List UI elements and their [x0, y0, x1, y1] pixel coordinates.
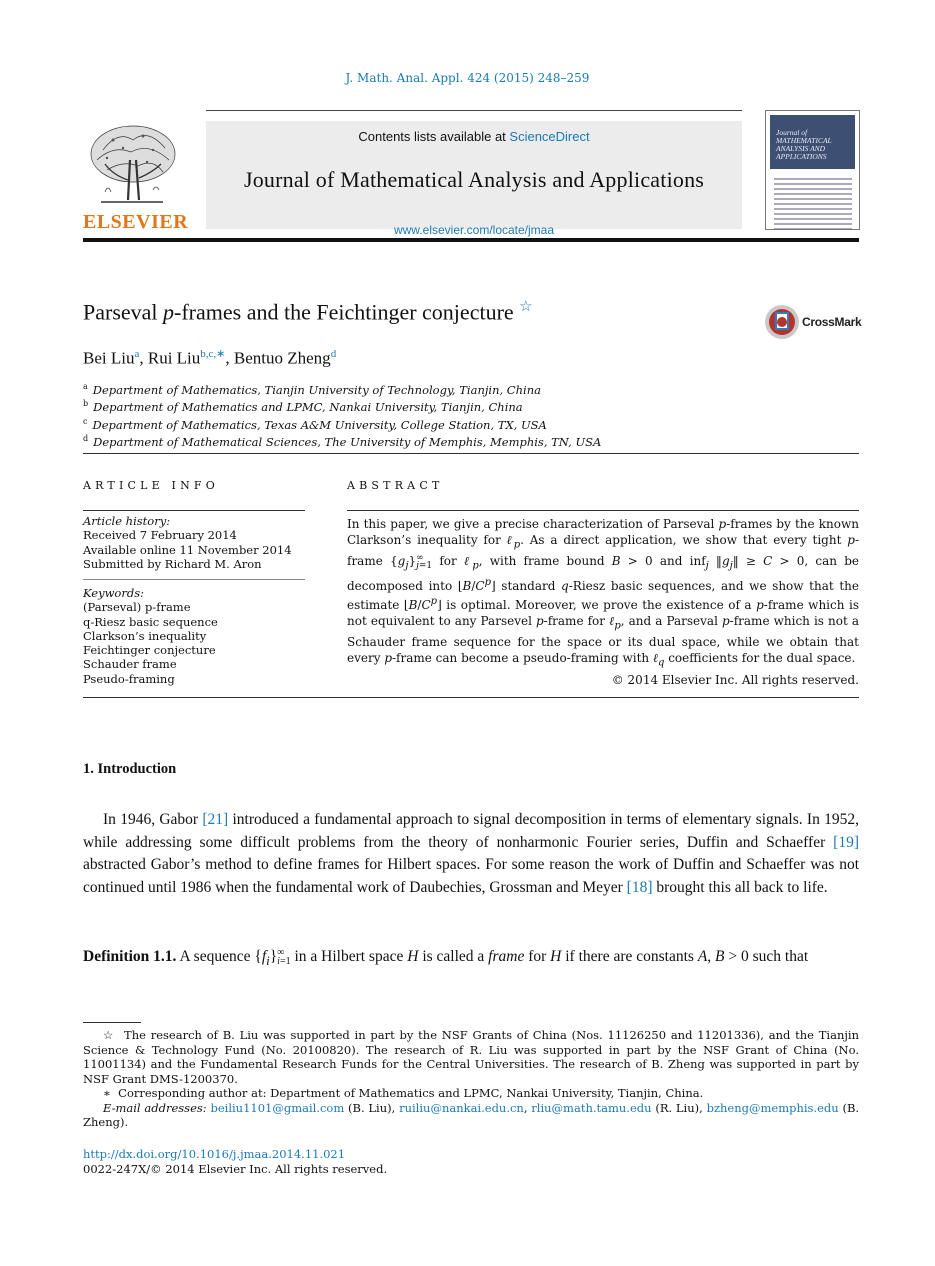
email-link[interactable]: bzheng@memphis.edu [706, 1100, 839, 1115]
email-link[interactable]: rliu@math.tamu.edu [531, 1100, 652, 1115]
keyword-item: Clarkson’s inequality [83, 628, 207, 643]
section-heading: 1. Introduction [83, 761, 177, 777]
author-affil-mark[interactable]: b,c,∗ [200, 348, 226, 360]
affiliation-item [83, 397, 601, 414]
footnote-emails: E-mail addresses: beiliu1101@gmail.com (B. Liu), ruiliu@nankai.edu.cn, rliu@math.tamu.edu (R. Liu), bzheng@memphis.edu (B. Zheng). [83, 1100, 860, 1129]
history-item: Received 7 February 2014 [83, 528, 237, 543]
footnote-corresponding: ∗ Corresponding author at: Department of Mathematics and LPMC, Nankai University, Tianjin, China. [103, 1086, 704, 1100]
intro-paragraph: In 1946, Gabor [21] introduced a fundamental approach to signal decomposition in terms of elementary signals. In 1952, while addressing some difficult problems from the theory of nonharmonic Fourier series, Duffin and Schaeffer [19] abstracted Gabor’s method to define frames for Hilbert spaces. For some reason the work of Duffin and Schaeffer was not continued until 1986 when the fundamental work of Daubechies, Grossman and Meyer [18] brought this all back to life. [83, 811, 859, 896]
masthead-bottom-rule [83, 238, 859, 242]
crossmark-icon [764, 304, 800, 340]
elsevier-wordmark: ELSEVIER [83, 211, 189, 233]
journal-url-link[interactable]: www.elsevier.com/locate/jmaa [393, 223, 555, 237]
doi-block [83, 1147, 387, 1176]
keywords-label: Keywords: [83, 586, 144, 600]
contents-prefix: Contents lists available at [358, 129, 510, 144]
history-keywords-divider [83, 579, 305, 580]
author-name: Rui Liu [147, 348, 201, 368]
keyword-item: Schauder frame [83, 657, 177, 672]
affiliation-text: Department of Mathematics, Texas A&M University, College Station, TX, USA [92, 417, 547, 432]
affiliation-item [83, 432, 601, 449]
journal-citation[interactable]: J. Math. Anal. Appl. 424 (2015) 248–259 [345, 71, 590, 85]
author-name: Bei Liu [83, 348, 135, 368]
footnote-funding: ☆ The research of B. Liu was supported in part by the NSF Grants of China (Nos. 11126250 and 11201336), and the Tianjin Science & Technology Fund (No. 20100820). The research of R. Liu was supported in part by the NSF Grant of China (No. 11001134) and the Fundamental Research Funds for the Central Universities. The research of B. Zheng was supported in part by NSF Grant DMS-1200370. [83, 1028, 860, 1086]
affiliation-item [83, 380, 601, 397]
history-item: Submitted by Richard M. Aron [83, 556, 262, 571]
keyword-item: Feichtinger conjecture [83, 643, 216, 658]
article-info-rule [83, 510, 305, 511]
affiliation-item [83, 415, 601, 432]
author-list: Bei Liu$^a$, Rui Liu$^{b,c,∗}$, Bentuo Zheng$^d$ [83, 348, 337, 368]
footnote-rule [83, 1022, 141, 1023]
affiliation-mark: b [83, 399, 89, 409]
definition-1-1: Definition 1.1. A sequence $\{f_i\}\infty$ i=1 in a Hilbert space H is called a frame for H if there are constants A, B > 0 such that [83, 947, 809, 969]
abstract-rule [347, 510, 859, 511]
citation-link[interactable]: [18] [626, 878, 653, 896]
email-link[interactable]: beiliu1101@gmail.com [210, 1100, 345, 1115]
author-affil-mark[interactable]: a [134, 348, 140, 360]
author-affil-mark[interactable]: d [330, 348, 337, 360]
affiliation-mark: c [83, 416, 88, 426]
history-label: Article history: [83, 514, 171, 528]
contents-line [206, 129, 742, 144]
masthead [83, 110, 859, 245]
abstract-copyright: © 2014 Elsevier Inc. All rights reserved. [611, 672, 859, 687]
affiliation-mark: d [83, 433, 89, 443]
abstract-heading: ABSTRACT [347, 479, 444, 492]
footnotes [83, 1028, 859, 1130]
keyword-item: q-Riesz basic sequence [83, 614, 218, 629]
masthead-top-rule [206, 110, 742, 111]
affiliation-mark: a [83, 382, 88, 391]
doi-link[interactable]: http://dx.doi.org/10.1016/j.jmaa.2014.11.021 [83, 1147, 346, 1161]
affiliation-text: Department of Mathematics, Tianjin University of Technology, Tianjin, China [92, 382, 541, 397]
email-link[interactable]: ruiliu@nankai.edu.cn [399, 1100, 524, 1115]
cover-title: Journal of MATHEMATICAL ANALYSIS AND APPLICATIONS [776, 128, 832, 161]
citation-link[interactable]: [21] [202, 811, 229, 828]
title-footnote-mark[interactable]: ☆ [519, 299, 533, 315]
cover-text-lines [774, 175, 852, 230]
article-title: Parseval p-frames and the Feichtinger conjecture ☆ [83, 299, 533, 325]
keyword-item: Pseudo-framing [83, 671, 175, 686]
author-name: Bentuo Zheng [233, 348, 331, 368]
definition-label: Definition 1.1. [83, 948, 177, 965]
abstract-bottom-rule [83, 697, 859, 698]
affiliation-text: Department of Mathematical Sciences, The University of Memphis, Memphis, TN, USA [93, 434, 602, 449]
affiliation-list [83, 380, 601, 449]
crossmark-label: CrossMark [802, 315, 862, 329]
article-info-heading: ARTICLE INFO [83, 479, 219, 492]
issn-line: 0022-247X/© 2014 Elsevier Inc. All rights reserved. [83, 1161, 388, 1176]
journal-cover-thumbnail [765, 110, 860, 230]
abstract-body: In this paper, we give a precise characterization of Parseval p-frames by the known Clarkson’s inequality for ℓ$_p$. As a direct application, we show that every tight p-frame $\{g_j\}\infty$ j=1 for ℓ$_p$, with frame bound B > 0 and inf$_j$ $‖g_j‖ \ge C > 0$, can be decomposed into $⌊B/C^p⌋$ standard q-Riesz basic sequences, and we show that the estimate $⌊B/C^p⌋$ is optimal. Moreover, we prove the existence of a p-frame which is not equivalent to any Parsevel p-frame for ℓ$_p$, and a Parseval p-frame which is not a Schauder frame sequence for the space or its dual space, while we obtain that every p-frame can become a pseudo-framing with ℓ$_q$ coefficients for the dual space. © 2014 Elsevier Inc. All rights reserved. [347, 517, 860, 687]
affiliation-text: Department of Mathematics and LPMC, Nankai University, Tianjin, China [93, 400, 523, 415]
article-history [83, 514, 292, 571]
keyword-item: (Parseval) p-frame [83, 600, 191, 615]
journal-name: Journal of Mathematical Analysis and Applications [243, 167, 705, 192]
journal-banner [206, 121, 742, 237]
front-matter-divider [83, 453, 859, 454]
history-item: Available online 11 November 2014 [83, 542, 292, 557]
sciencedirect-link[interactable]: ScienceDirect [509, 129, 590, 144]
citation-link[interactable]: [19] [833, 833, 859, 851]
keyword-list [83, 586, 218, 686]
crossmark-badge[interactable] [764, 304, 862, 344]
